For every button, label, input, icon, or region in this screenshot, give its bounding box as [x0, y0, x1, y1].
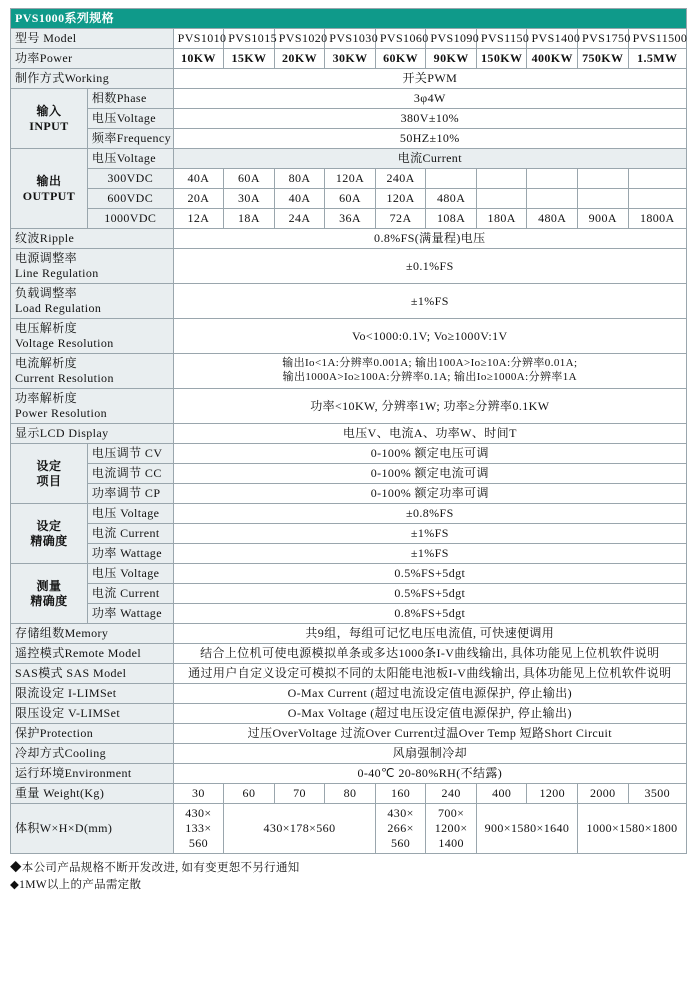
output-current-cell: 60A — [224, 169, 275, 189]
setting-accuracy-value: ±1%FS — [173, 524, 686, 544]
output-current-cell: 120A — [375, 189, 426, 209]
lcd-display-row — [11, 424, 687, 444]
measure-accuracy-label-line1: 测量 — [36, 578, 62, 593]
weight-value: 70 — [274, 784, 325, 804]
model-label: 型号 Model — [11, 29, 174, 49]
volume-cell: 900×1580×1640 — [476, 804, 577, 854]
spec-label — [11, 284, 174, 319]
spec-label — [11, 389, 174, 424]
measure-accuracy-group-label — [11, 564, 88, 624]
input-row-label: 频率Frequency — [87, 129, 173, 149]
output-current-cell: 480A — [527, 209, 578, 229]
setting-cv-row — [11, 444, 687, 464]
setting-accuracy-label-line1: 设定 — [36, 518, 62, 533]
volume-cell — [375, 804, 426, 854]
volume-cell-line: 1200× — [434, 821, 468, 835]
setting-cp-row — [11, 484, 687, 504]
output-voltage-header: 电压Voltage — [87, 149, 173, 169]
measure-accuracy-voltage-row — [11, 564, 687, 584]
spec-label: 冷却方式Cooling — [11, 744, 174, 764]
output-300vdc-row — [11, 169, 687, 189]
model-value: PVS1090 — [426, 29, 477, 49]
input-row-value: 50HZ±10% — [173, 129, 686, 149]
input-row-value: 380V±10% — [173, 109, 686, 129]
volume-row — [11, 804, 687, 854]
power-value: 750KW — [578, 49, 629, 69]
output-group-label — [11, 149, 88, 229]
setting-item-label: 电流调节 CC — [87, 464, 173, 484]
spec-value: 电压V、电流A、功率W、时间T — [173, 424, 686, 444]
measure-accuracy-value: 0.5%FS+5dgt — [173, 564, 686, 584]
voltage-resolution-row — [11, 319, 687, 354]
setting-accuracy-label-line2: 精确度 — [30, 533, 68, 548]
spec-value: 功率<10KW, 分辨率1W; 功率≥分辨率0.1KW — [173, 389, 686, 424]
output-header-row — [11, 149, 687, 169]
spec-label-en: Load Regulation — [15, 301, 102, 315]
model-value: PVS1030 — [325, 29, 376, 49]
title-row — [11, 9, 687, 29]
spec-label-cn: 功率解析度 — [15, 391, 78, 405]
output-current-cell: 1800A — [628, 209, 686, 229]
spec-label-cn: 负载调整率 — [15, 286, 78, 300]
output-group-label-en: OUTPUT — [22, 188, 76, 203]
setting-items-label-line2: 项目 — [36, 473, 62, 488]
output-current-cell: 80A — [274, 169, 325, 189]
setting-accuracy-label: 电压 Voltage — [87, 504, 173, 524]
output-current-cell: 60A — [325, 189, 376, 209]
vlim-set-row — [11, 704, 687, 724]
output-current-cell — [476, 189, 527, 209]
output-row-label: 600VDC — [87, 189, 173, 209]
weight-value: 80 — [325, 784, 376, 804]
measure-accuracy-value: 0.8%FS+5dgt — [173, 604, 686, 624]
spec-label: 保护Protection — [11, 724, 174, 744]
volume-cell — [426, 804, 477, 854]
power-value: 90KW — [426, 49, 477, 69]
volume-cell-line: 700× — [437, 806, 465, 820]
spec-label-en: Voltage Resolution — [15, 336, 114, 350]
output-current-cell: 180A — [476, 209, 527, 229]
volume-cell-line: 560 — [188, 836, 209, 850]
spec-label-en: Power Resolution — [15, 406, 108, 420]
output-current-cell — [476, 169, 527, 189]
weight-value: 240 — [426, 784, 477, 804]
input-phase-row — [11, 89, 687, 109]
load-regulation-row — [11, 284, 687, 319]
power-value: 60KW — [375, 49, 426, 69]
weight-value: 160 — [375, 784, 426, 804]
ilim-set-row — [11, 684, 687, 704]
spec-value: 通过用户自定义设定可模拟不同的太阳能电池板I-V曲线输出, 具体功能见上位机软件说明 — [173, 664, 686, 684]
setting-accuracy-value: ±1%FS — [173, 544, 686, 564]
spec-label-cn: 电压解析度 — [15, 321, 78, 335]
output-group-label-cn: 输出 — [36, 173, 62, 188]
output-current-cell: 36A — [325, 209, 376, 229]
input-voltage-row — [11, 109, 687, 129]
environment-row — [11, 764, 687, 784]
model-value: PVS1150 — [476, 29, 527, 49]
ripple-row — [11, 229, 687, 249]
spec-label — [11, 249, 174, 284]
setting-accuracy-voltage-row — [11, 504, 687, 524]
output-current-cell — [628, 189, 686, 209]
volume-cell-line: 133× — [185, 821, 212, 835]
model-value: PVS1750 — [578, 29, 629, 49]
memory-row — [11, 624, 687, 644]
working-value: 开关PWM — [173, 69, 686, 89]
output-current-cell: 72A — [375, 209, 426, 229]
volume-label: 体积W×H×D(mm) — [11, 804, 174, 854]
spec-label: 限流设定 I-LIMSet — [11, 684, 174, 704]
output-current-cell: 900A — [578, 209, 629, 229]
setting-items-label-line1: 设定 — [36, 458, 62, 473]
power-label: 功率Power — [11, 49, 174, 69]
setting-accuracy-current-row — [11, 524, 687, 544]
spec-label-en: Current Resolution — [15, 371, 114, 385]
working-label: 制作方式Working — [11, 69, 174, 89]
spec-label-cn: 电流解析度 — [15, 356, 78, 370]
output-current-cell: 240A — [375, 169, 426, 189]
setting-items-group-label — [11, 444, 88, 504]
power-value: 15KW — [224, 49, 275, 69]
setting-accuracy-label: 电流 Current — [87, 524, 173, 544]
footnote: ◆本公司产品规格不断开发改进, 如有变更恕不另行通知 — [10, 862, 300, 874]
power-value: 1.5MW — [628, 49, 686, 69]
input-row-label: 电压Voltage — [87, 109, 173, 129]
volume-cell — [173, 804, 224, 854]
model-value: PVS1010 — [173, 29, 224, 49]
input-frequency-row — [11, 129, 687, 149]
output-current-cell: 40A — [274, 189, 325, 209]
measure-accuracy-label-line2: 精确度 — [30, 593, 68, 608]
volume-cell-line: 266× — [387, 821, 414, 835]
setting-cc-row — [11, 464, 687, 484]
output-current-cell — [628, 169, 686, 189]
spec-value: 0-40℃ 20-80%RH(不结露) — [173, 764, 686, 784]
weight-value: 60 — [224, 784, 275, 804]
measure-accuracy-current-row — [11, 584, 687, 604]
setting-item-label: 功率调节 CP — [87, 484, 173, 504]
weight-label: 重量 Weight(Kg) — [11, 784, 174, 804]
volume-cell-line: 430× — [387, 806, 414, 820]
power-value: 20KW — [274, 49, 325, 69]
volume-cell: 430×178×560 — [224, 804, 376, 854]
spec-label-cn: 电源调整率 — [15, 251, 78, 265]
spec-value-line2: 输出1000A>Io≥100A:分辨率0.1A; 输出Io≥1000A:分辨率1A — [282, 371, 578, 383]
spec-value: 0.8%FS(满量程)电压 — [173, 229, 686, 249]
setting-accuracy-wattage-row — [11, 544, 687, 564]
model-value: PVS1060 — [375, 29, 426, 49]
output-current-cell: 40A — [173, 169, 224, 189]
output-current-cell: 12A — [173, 209, 224, 229]
volume-cell-line: 1400 — [438, 836, 464, 850]
output-current-header: 电流Current — [173, 149, 686, 169]
volume-cell-line: 430× — [185, 806, 212, 820]
working-row — [11, 69, 687, 89]
weight-row — [11, 784, 687, 804]
spec-value-line1: 输出Io<1A:分辨率0.001A; 输出100A>Io≥10A:分辨率0.01A; — [282, 357, 578, 370]
current-resolution-row — [11, 354, 687, 389]
output-1000vdc-row — [11, 209, 687, 229]
model-value: PVS1020 — [274, 29, 325, 49]
output-current-cell: 20A — [173, 189, 224, 209]
line-regulation-row — [11, 249, 687, 284]
spec-value: ±1%FS — [173, 284, 686, 319]
power-value: 30KW — [325, 49, 376, 69]
power-row — [11, 49, 687, 69]
spec-value: 共9组，每组可记忆电压电流值, 可快速便调用 — [173, 624, 686, 644]
spec-value: Vo<1000:0.1V; Vo≥1000V:1V — [173, 319, 686, 354]
input-group-label — [11, 89, 88, 149]
spec-value: 风扇强制冷却 — [173, 744, 686, 764]
output-current-cell — [578, 169, 629, 189]
protection-row — [11, 724, 687, 744]
power-value: 10KW — [173, 49, 224, 69]
input-group-label-en: INPUT — [29, 118, 69, 133]
output-current-cell — [426, 169, 477, 189]
sas-model-row — [11, 664, 687, 684]
power-resolution-row — [11, 389, 687, 424]
spec-label: 限压设定 V-LIMSet — [11, 704, 174, 724]
power-value: 150KW — [476, 49, 527, 69]
cooling-row — [11, 744, 687, 764]
output-row-label: 1000VDC — [87, 209, 173, 229]
weight-value: 3500 — [628, 784, 686, 804]
measure-accuracy-label: 功率 Wattage — [87, 604, 173, 624]
setting-item-label: 电压调节 CV — [87, 444, 173, 464]
model-value: PVS11500 — [628, 29, 686, 49]
spec-label: 遥控模式Remote Model — [11, 644, 174, 664]
weight-value: 400 — [476, 784, 527, 804]
spec-label: 存储组数Memory — [11, 624, 174, 644]
spec-label: SAS模式 SAS Model — [11, 664, 174, 684]
spec-value: 结合上位机可使电源模拟单条或多达1000条I-V曲线输出, 具体功能见上位机软件说明 — [173, 644, 686, 664]
model-row — [11, 29, 687, 49]
power-value: 400KW — [527, 49, 578, 69]
spec-value: ±0.1%FS — [173, 249, 686, 284]
weight-value: 30 — [173, 784, 224, 804]
spec-value: O-Max Current (超过电流设定值电源保护, 停止输出) — [173, 684, 686, 704]
setting-accuracy-group-label — [11, 504, 88, 564]
output-current-cell: 18A — [224, 209, 275, 229]
footnote: ◆1MW以上的产品需定散 — [10, 879, 142, 892]
spec-value: O-Max Voltage (超过电压设定值电源保护, 停止输出) — [173, 704, 686, 724]
output-row-label: 300VDC — [87, 169, 173, 189]
output-current-cell: 120A — [325, 169, 376, 189]
output-600vdc-row — [11, 189, 687, 209]
output-current-cell — [578, 189, 629, 209]
spec-label-en: Line Regulation — [15, 266, 99, 280]
output-current-cell: 108A — [426, 209, 477, 229]
setting-item-value: 0-100% 额定功率可调 — [173, 484, 686, 504]
output-current-cell — [527, 189, 578, 209]
output-current-cell — [527, 169, 578, 189]
spec-value: 过压OverVoltage 过流Over Current过温Over Temp 短路Short Circuit — [173, 724, 686, 744]
measure-accuracy-value: 0.5%FS+5dgt — [173, 584, 686, 604]
output-current-cell: 480A — [426, 189, 477, 209]
spec-label: 运行环境Environment — [11, 764, 174, 784]
volume-cell-line: 560 — [391, 836, 411, 850]
spec-label — [11, 354, 174, 389]
input-row-label: 相数Phase — [87, 89, 173, 109]
weight-value: 1200 — [527, 784, 578, 804]
spec-label: 纹波Ripple — [11, 229, 174, 249]
specification-table — [10, 8, 687, 854]
footnotes — [10, 860, 687, 895]
model-value: PVS1400 — [527, 29, 578, 49]
volume-cell: 1000×1580×1800 — [578, 804, 687, 854]
setting-accuracy-value: ±0.8%FS — [173, 504, 686, 524]
spec-value — [173, 354, 686, 389]
setting-item-value: 0-100% 额定电压可调 — [173, 444, 686, 464]
setting-item-value: 0-100% 额定电流可调 — [173, 464, 686, 484]
output-current-cell: 24A — [274, 209, 325, 229]
input-row-value: 3φ4W — [173, 89, 686, 109]
spec-label: 显示LCD Display — [11, 424, 174, 444]
input-group-label-cn: 输入 — [36, 103, 62, 118]
measure-accuracy-wattage-row — [11, 604, 687, 624]
remote-model-row — [11, 644, 687, 664]
model-value: PVS1015 — [224, 29, 275, 49]
weight-value: 2000 — [578, 784, 629, 804]
output-current-cell: 30A — [224, 189, 275, 209]
setting-accuracy-label: 功率 Wattage — [87, 544, 173, 564]
measure-accuracy-label: 电流 Current — [87, 584, 173, 604]
page-title: PVS1000系列规格 — [11, 9, 687, 29]
measure-accuracy-label: 电压 Voltage — [87, 564, 173, 584]
spec-label — [11, 319, 174, 354]
